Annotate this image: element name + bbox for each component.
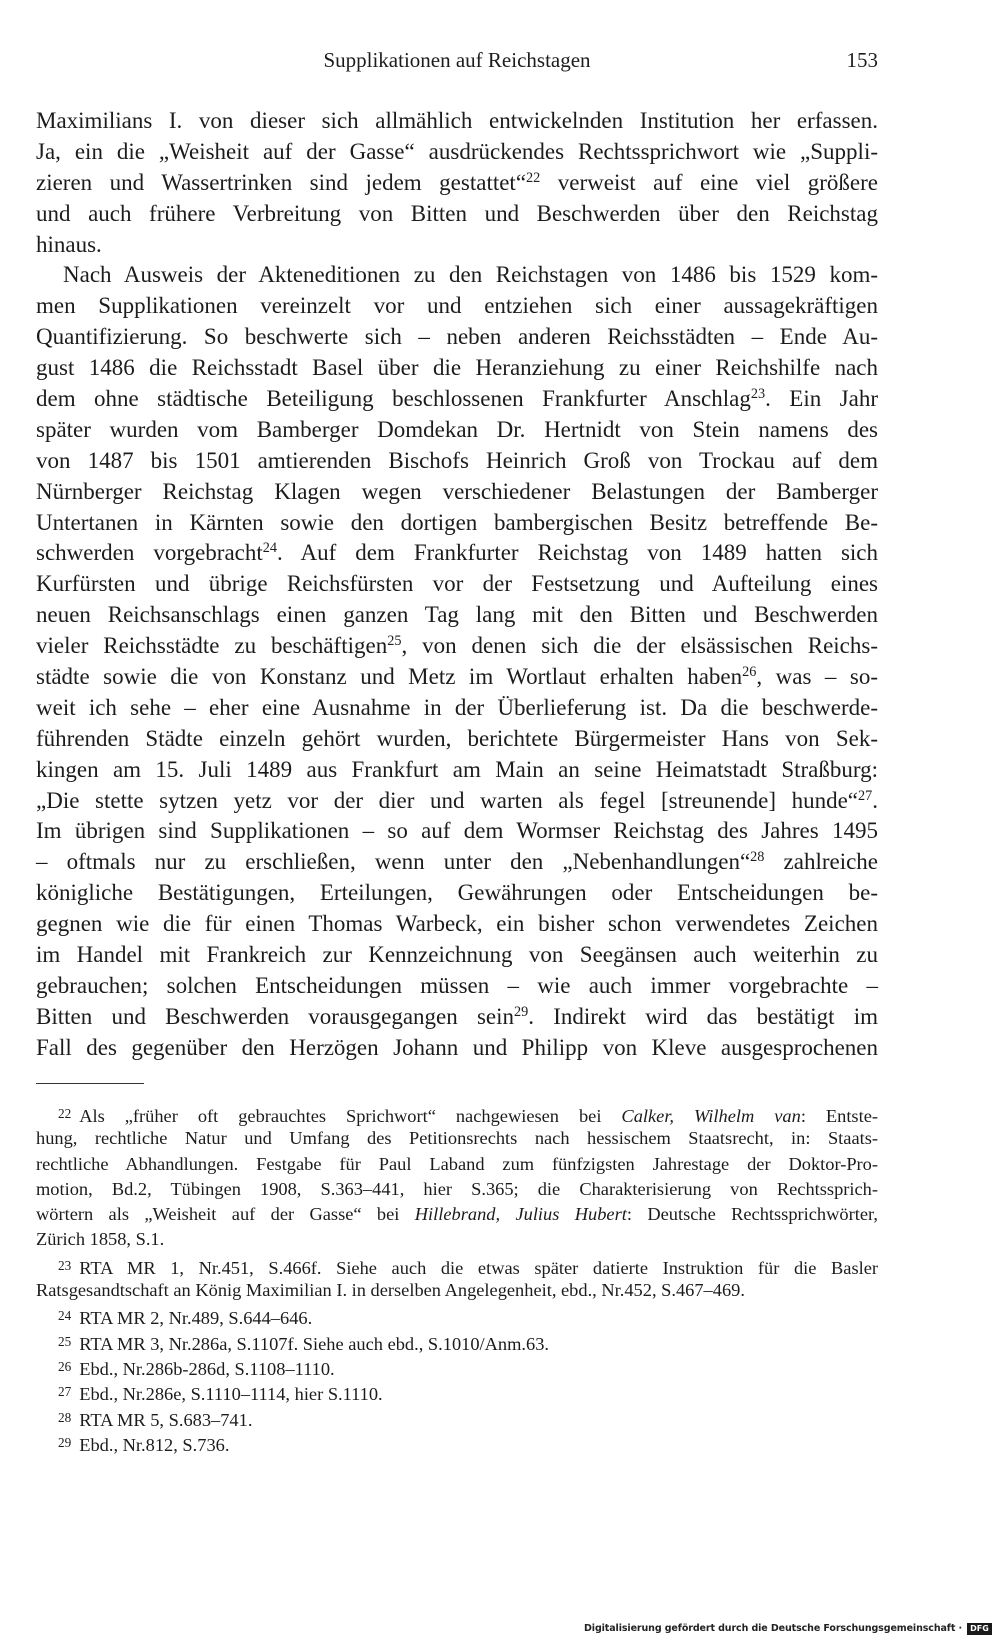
- text-line: [36, 1002, 878, 1033]
- text-line: [36, 291, 878, 322]
- text-run: . Indirekt wird das bestätigt im: [528, 1003, 879, 1029]
- footnote-line: [36, 1430, 878, 1455]
- footnote-number: 22: [58, 1106, 72, 1121]
- footnote-line: [36, 1227, 878, 1252]
- text-line: [36, 847, 878, 878]
- footnote-reference: 25: [387, 633, 402, 650]
- text-run: im Handel mit Frankreich zur Kennzeichnung von Seegänsen auch weiterhin zu: [36, 942, 878, 968]
- text-run: führenden Städte einzeln gehört wurden, berichtete Bürgermeister Hans von Sek-: [36, 725, 878, 751]
- text-run: Maximilians I. von dieser sich allmählich entwickelnden Institution her erfassen.: [36, 108, 878, 133]
- footnote-reference: 22: [526, 169, 541, 186]
- running-title: Supplikationen auf Reichstagen: [323, 48, 591, 72]
- text-run: Fall des gegenüber den Herzögen Johann und Philipp von Kleve ausgesprochenen: [36, 1034, 878, 1060]
- text-run: RTA MR 3, Nr.286a, S.1107f. Siehe auch ebd., S.1010/Anm.63.: [79, 1333, 550, 1354]
- text-line: [36, 508, 878, 539]
- text-run: Ratsgesandtschaft an König Maximilian I. in derselben Angelegenheit, ebd., Nr.452, S.467–469.: [36, 1280, 745, 1301]
- footnote-line: [36, 1152, 878, 1177]
- text-run: kingen am 15. Juli 1489 aus Frankfurt am Main an seine Heimatstadt Straßburg:: [36, 756, 878, 782]
- text-run: „Die stette sytzen yetz vor der dier und warten als fegel [streunende] hunde“: [36, 787, 858, 813]
- text-run: Kurfürsten und übrige Reichsfürsten vor der Festsetzung und Aufteilung eines: [36, 571, 878, 597]
- digitization-credit: Digitalisierung gefördert durch die Deutsche Forschungsgemeinschaft ·: [584, 1623, 962, 1634]
- cited-author: Hillebrand, Julius Hubert: [414, 1204, 627, 1225]
- footnote-number: 24: [58, 1308, 72, 1324]
- text-run: RTA MR 5, S.683–741.: [79, 1409, 253, 1430]
- text-line: [36, 786, 878, 817]
- text-run: vieler Reichsstädte zu beschäftigen: [36, 633, 388, 659]
- text-run: königliche Bestätigungen, Erteilungen, Gewährungen oder Entscheidungen be-: [36, 880, 878, 906]
- text-run: Zürich 1858, S.1.: [36, 1229, 165, 1250]
- cited-author: Calker, Wilhelm van: [621, 1105, 801, 1126]
- text-run: RTA MR 1, Nr.451, S.466f. Siehe auch die etwas später datierte Instruktion für die Basler: [79, 1257, 878, 1278]
- text-run: .: [872, 787, 878, 813]
- text-line: [36, 168, 878, 199]
- text-line: [36, 538, 878, 569]
- text-line: [36, 230, 878, 261]
- footnote-number: 29: [58, 1434, 72, 1450]
- footnote-reference: 23: [750, 386, 766, 403]
- text-run: hinaus.: [36, 231, 102, 257]
- footnote-number: 28: [58, 1409, 72, 1425]
- text-run: verweist auf eine viel größere: [540, 169, 878, 195]
- text-line: [36, 137, 878, 168]
- text-run: men Supplikationen vereinzelt vor und entziehen sich einer aussagekräftigen: [36, 293, 878, 319]
- text-run: später wurden vom Bamberger Domdekan Dr. Hertnidt von Stein namens des: [36, 416, 878, 442]
- text-run: rechtliche Abhandlungen. Festgabe für Paul Laband zum fünfzigsten Jahrestage der Doktor-Pro-: [36, 1153, 878, 1174]
- footnotes: [36, 1101, 878, 1455]
- text-line: [36, 446, 878, 477]
- text-line: [36, 477, 878, 508]
- text-run: – oftmals nur zu erschließen, wenn unter den „Nebenhandlungen“: [36, 849, 751, 875]
- footnote-separator: [36, 1083, 144, 1084]
- text-line: [36, 569, 878, 600]
- text-line: [36, 199, 878, 230]
- text-run: . Auf dem Frankfurter Reichstag von 1489 hatten sich: [277, 540, 879, 566]
- footnote-line: [36, 1405, 878, 1430]
- footnote-line: [36, 1354, 878, 1379]
- text-run: : Deutsche Rechtssprichwörter,: [626, 1204, 878, 1225]
- text-run: : Entste-: [800, 1105, 878, 1126]
- text-run: zahlreiche: [764, 849, 879, 875]
- text-run: und auch frühere Verbreitung von Bitten und Beschwerden über den Reichstag: [36, 200, 878, 226]
- text-run: dem ohne städtische Beteiligung beschlossenen Frankfurter Anschlag: [36, 386, 751, 412]
- text-run: von 1487 bis 1501 amtierenden Bischofs Heinrich Groß von Trockau auf dem: [36, 447, 878, 473]
- text-run: Als „früher oft gebrauchtes Sprichwort“ nachgewiesen bei: [79, 1105, 622, 1126]
- body-text: [36, 106, 878, 1064]
- text-run: , was – so-: [756, 664, 878, 690]
- footnote-number: 27: [58, 1384, 72, 1400]
- footnote-line: [36, 1379, 878, 1404]
- footnote-line: [36, 1303, 878, 1328]
- text-line: [36, 662, 878, 693]
- text-line: [36, 693, 878, 724]
- running-head: [36, 44, 878, 76]
- text-run: wörtern als „Weisheit auf der Gasse“ bei: [36, 1204, 415, 1225]
- text-run: Ebd., Nr.286e, S.1110–1114, hier S.1110.: [79, 1384, 383, 1405]
- text-line: [36, 816, 878, 847]
- text-line: [36, 353, 878, 384]
- footnote-line: [36, 1253, 878, 1278]
- text-line: [36, 971, 878, 1002]
- footnote-line: [36, 1329, 878, 1354]
- text-run: Im übrigen sind Supplikationen – so auf dem Wormser Reichstag des Jahres 1495: [36, 818, 878, 844]
- text-line: [36, 755, 878, 786]
- text-run: gebrauchen; solchen Entscheidungen müssen – wie auch immer vorgebrachte –: [36, 972, 878, 998]
- text-run: gust 1486 die Reichsstadt Basel über die Heranziehung zu einer Reichshilfe nach: [36, 355, 878, 381]
- text-line: [36, 631, 878, 662]
- footnote-number: 26: [58, 1358, 72, 1374]
- text-run: schwerden vorgebracht: [36, 540, 263, 566]
- text-line: [36, 322, 878, 353]
- text-line: [36, 384, 878, 415]
- text-run: Untertanen in Kärnten sowie den dortigen bambergischen Besitz betreffende Be-: [36, 509, 878, 535]
- dfg-logo: DFG: [967, 1623, 992, 1635]
- text-run: neuen Reichsanschlags einen ganzen Tag lang mit den Bitten und Beschwerden: [36, 602, 878, 628]
- text-run: Ja, ein die „Weisheit auf der Gasse“ ausdrückendes Rechtssprichwort wie „Suppli-: [36, 138, 878, 164]
- text-run: Nach Ausweis der Akteneditionen zu den Reichstagen von 1486 bis 1529 kom-: [63, 262, 878, 288]
- text-line: [36, 600, 878, 631]
- page-number: 153: [846, 48, 878, 72]
- footnote-line: [36, 1202, 878, 1227]
- footnote-line: [36, 1177, 878, 1202]
- text-run: städte sowie die von Konstanz und Metz im Wortlaut erhalten haben: [36, 664, 743, 690]
- footnote-number: 23: [58, 1257, 72, 1273]
- footnote-line: [36, 1126, 878, 1151]
- footnote-reference: 29: [514, 1004, 529, 1020]
- footnote-reference: 27: [858, 787, 873, 804]
- text-run: Ebd., Nr.812, S.736.: [79, 1434, 230, 1455]
- text-run: zieren und Wassertrinken sind jedem gestattet“: [36, 169, 527, 195]
- text-line: [36, 940, 878, 971]
- text-run: RTA MR 2, Nr.489, S.644–646.: [79, 1308, 313, 1329]
- footnote-line: [36, 1278, 878, 1303]
- text-run: Nürnberger Reichstag Klagen wegen verschiedener Belastungen der Bamberger: [36, 478, 878, 504]
- text-run: hung, rechtliche Natur und Umfang des Petitionsrechts nach hessischem Staatsrecht, in: Staats-: [36, 1128, 878, 1149]
- text-run: gegnen wie die für einen Thomas Warbeck, ein bisher schon verwendetes Zeichen: [36, 911, 878, 937]
- text-line: [36, 106, 878, 137]
- footnote-reference: 26: [742, 664, 757, 681]
- text-line: [36, 260, 878, 291]
- text-run: motion, Bd.2, Tübingen 1908, S.363–441, hier S.365; die Charakterisierung von Rechtssprich-: [36, 1178, 878, 1199]
- footnote-line: [36, 1101, 878, 1126]
- text-run: , von denen sich die der elsässischen Reichs-: [401, 633, 879, 659]
- text-line: [36, 909, 878, 940]
- text-run: Quantifizierung. So beschwerte sich – neben anderen Reichsstädten – Ende Au-: [36, 324, 878, 350]
- text-run: Bitten und Beschwerden vorausgegangen sein: [36, 1003, 515, 1029]
- text-line: [36, 724, 878, 755]
- text-run: weit ich sehe – eher eine Ausnahme in der Überlieferung ist. Da die beschwerde-: [36, 694, 878, 720]
- footnote-number: 25: [58, 1333, 72, 1349]
- text-line: [36, 415, 878, 446]
- text-run: . Ein Jahr: [765, 386, 878, 412]
- text-line: [36, 1033, 878, 1064]
- footnote-reference: 24: [262, 540, 278, 557]
- footnote-reference: 28: [750, 849, 765, 866]
- text-run: Ebd., Nr.286b-286d, S.1108–1110.: [79, 1358, 335, 1379]
- text-line: [36, 878, 878, 909]
